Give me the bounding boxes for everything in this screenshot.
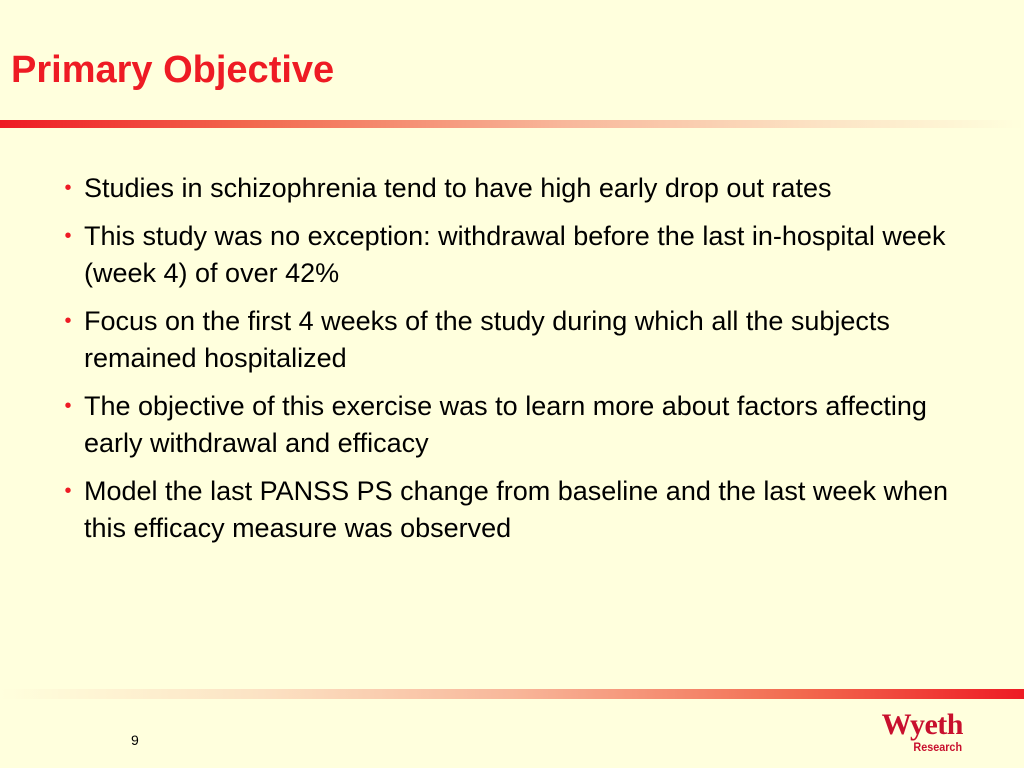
bullet-list (58, 170, 978, 558)
bullet-item (58, 388, 978, 462)
wyeth-research-logo (862, 708, 982, 758)
bullet-icon: • (64, 395, 72, 417)
title-divider (0, 120, 1024, 128)
page-number: 9 (131, 732, 139, 748)
footer-divider (0, 689, 1024, 699)
logo-wordmark: Wyeth (881, 708, 963, 741)
bullet-icon: • (64, 225, 72, 247)
bullet-text: Focus on the first 4 weeks of the study during which all the subjects remained hospitalized (84, 306, 890, 373)
bullet-item (58, 473, 978, 547)
bullet-icon: • (64, 480, 72, 502)
bullet-text: This study was no exception: withdrawal before the last in-hospital week (week 4) of over 42% (84, 221, 946, 288)
bullet-icon: • (64, 177, 72, 199)
bullet-text: Model the last PANSS PS change from baseline and the last week when this efficacy measure was observed (84, 476, 948, 543)
bullet-text: The objective of this exercise was to learn more about factors affecting early withdrawal and efficacy (84, 391, 927, 458)
bullet-text: Studies in schizophrenia tend to have high early drop out rates (84, 173, 832, 203)
slide-title: Primary Objective (11, 49, 335, 91)
bullet-item (58, 218, 978, 292)
bullet-item (58, 303, 978, 377)
bullet-item (58, 170, 978, 207)
logo-subtitle: Research (913, 740, 962, 754)
bullet-icon: • (64, 310, 72, 332)
